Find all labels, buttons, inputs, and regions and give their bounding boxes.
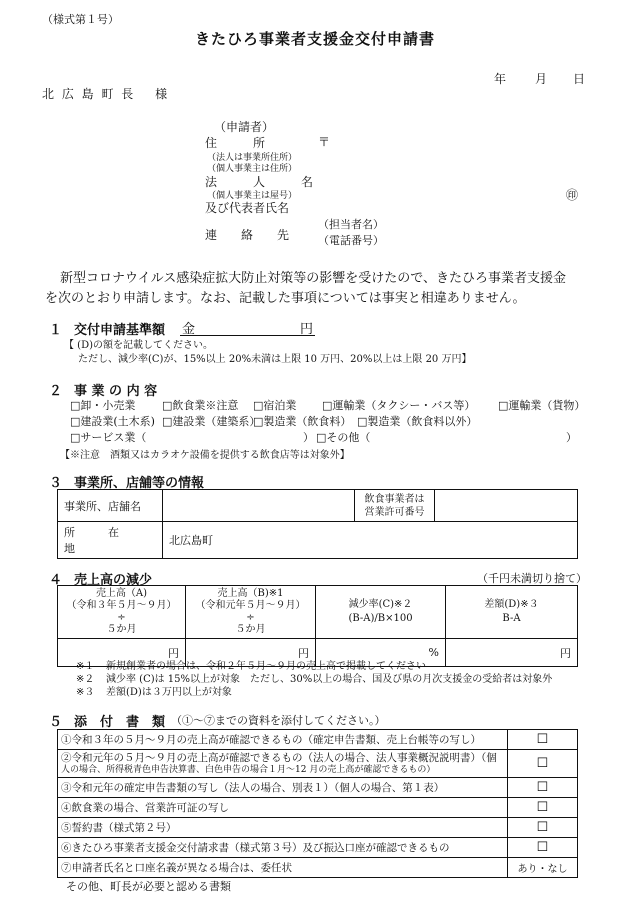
section5-number: ５: [49, 715, 63, 730]
intro-line-1: 新型コロナウイルス感染症拡大防止対策等の影響を受けたので、きたひろ事業者支援金: [60, 271, 566, 286]
business-option-service[interactable]: □サービス業（: [70, 431, 147, 444]
business-option-food[interactable]: □飲食業※注意: [162, 399, 239, 412]
section4-title: 売上高の減少: [74, 573, 153, 588]
attachment-check-4[interactable]: ☐: [508, 798, 578, 818]
business-option-transport-cargo[interactable]: □運輸業（貨物）: [498, 399, 586, 412]
sales-note-2-mark: ※２: [76, 674, 95, 685]
business-option-service-close: ）: [303, 431, 314, 444]
representative-label: 及び代表者氏名: [205, 201, 290, 215]
page-title: きたひろ事業者支援金交付申請書: [194, 30, 435, 48]
intro-line-2: を次のとおり申請します。なお、記載した事項については事実と相違ありません。: [45, 291, 526, 306]
sales-note-1-text: 新規創業者の場合は、令和２年５月～９月の売上高で掲載してください: [106, 661, 426, 672]
location-label: 所 在 地: [58, 522, 163, 559]
section5-title: 添 付 書 類: [74, 715, 166, 730]
section1-amount-field[interactable]: [180, 320, 315, 336]
attachment-item-2: ②令和元年の５月～９月の売上高が確認できるもの（法人の場合、法人事業概況説明書）（個 人の場合、所得税青色申告決算書、白色申告の場合１月～12 月の売上高が確認できるもの）: [58, 750, 508, 778]
attachment-item-7: ⑦申請者氏名と口座名義が異なる場合は、委任状: [58, 858, 508, 878]
section2-number: ２: [49, 384, 63, 399]
sales-decline-table: [57, 585, 578, 667]
attachment-check-1[interactable]: ☐: [508, 730, 578, 750]
sales-note-1-mark: ※１: [76, 661, 95, 672]
addressee: 北 広 島 町 長 様: [42, 87, 170, 101]
business-option-food-manufacturing[interactable]: □製造業（飲食料）: [253, 415, 352, 428]
attachment-check-2[interactable]: ☐: [508, 750, 578, 778]
section1-number: １: [49, 323, 63, 338]
sales-note-3-mark: ※３: [76, 687, 95, 698]
attachment-item-5: ⑤誓約書（様式第２号）: [58, 818, 508, 838]
form-number: （様式第１号）: [42, 13, 119, 26]
corp-name-note: （個人事業主は屋号）: [207, 191, 298, 201]
location-field[interactable]: 北広島町: [163, 522, 578, 559]
address-note-corp: （法人は事業所住所）: [207, 153, 298, 163]
permit-number-label: 飲食事業者は 営業許可番号: [355, 490, 435, 522]
business-option-other-manufacturing[interactable]: □製造業（飲食料以外）: [357, 415, 478, 428]
business-option-civil-construction[interactable]: □建設業(土木系): [70, 415, 155, 428]
decline-rate-header: 減少率(C)※２ (B-A)/B×100: [316, 586, 446, 639]
sales-note-2-text: 減少率 (C)は 15%以上が対象 ただし、30%以上の場合、国及び県の月次支援金の受給者は対象外: [106, 674, 553, 685]
section4-number: ４: [49, 573, 63, 588]
attachment-item-6: ⑥きたひろ事業者支援金交付請求書（様式第３号）及び振込口座が確認できるもの: [58, 838, 508, 858]
attachment-item-1: ①令和３年の５月～９月の売上高が確認できるもの（確定申告書類、売上台帳等の写し）: [58, 730, 508, 750]
business-option-other-close: ）: [566, 431, 577, 444]
attachment-item-3: ③令和元年の確定申告書類の写し（法人の場合、別表１）（個人の場合、第１表）: [58, 778, 508, 798]
store-name-label: 事業所、店舗名: [58, 490, 163, 522]
applicant-heading: （申請者）: [214, 120, 275, 134]
date-year-label: 年: [494, 72, 507, 86]
attachments-footer: その他、町長が必要と認める書類: [66, 880, 231, 893]
difference-header: 差額(D)※３ B-A: [446, 586, 578, 639]
sales-b-header: 売上高（B)※1 （令和元年５月～９月）÷ ５か月: [186, 586, 316, 639]
date-day-label: 日: [573, 72, 586, 86]
section1-title: 交付申請基準額: [74, 323, 166, 338]
attachment-presence-select[interactable]: あり・なし: [508, 858, 578, 878]
section5-subtitle: （①～⑦までの資料を添付してください。）: [171, 714, 386, 727]
address-label: 住 所: [205, 136, 266, 150]
sales-b-field[interactable]: 円: [186, 639, 316, 667]
corp-name-label: 法 人 名: [205, 175, 314, 189]
section3-number: ３: [49, 476, 63, 491]
decline-rate-field[interactable]: %: [316, 639, 446, 667]
contact-label: 連 絡 先: [205, 228, 290, 242]
section1-note-1: 【 (D)の額を記載してください。: [64, 340, 213, 351]
business-option-building-construction[interactable]: □建設業（建築系）: [162, 415, 261, 428]
contact-person-label: （担当者名）: [318, 218, 384, 231]
address-note-individual: （個人事業主は住所）: [207, 164, 298, 174]
section2-note: 【※注意 酒類又はカラオケ設備を提供する飲食店等は対象外】: [60, 450, 350, 461]
section2-title: 事 業 の 内 容: [74, 384, 158, 399]
business-option-other[interactable]: □その他（: [316, 431, 371, 444]
sales-a-header: 売上高（A) （令和３年５月～９月）÷ ５か月: [58, 586, 186, 639]
seal-mark: ㊞: [566, 188, 579, 202]
store-name-field[interactable]: [163, 490, 355, 522]
contact-phone-label: （電話番号）: [318, 234, 384, 247]
business-option-transport-passenger[interactable]: □運輸業（タクシー・バス等）: [322, 399, 476, 412]
business-option-retail[interactable]: □卸・小売業: [70, 399, 136, 412]
postal-mark[interactable]: 〒: [318, 135, 331, 149]
section1-note-2: ただし、減少率(C)が、15%以上 20%未満は上限 10 万円、20%以上は上限 20 万円】: [78, 354, 472, 365]
business-option-lodging[interactable]: □宿泊業: [253, 399, 297, 412]
store-info-table: [57, 489, 578, 559]
sales-note-3-text: 差額(D)は３万円以上が対象: [106, 687, 232, 698]
section1-amount-prefix: 金: [182, 322, 196, 337]
attachments-table: [57, 729, 578, 878]
attachment-check-5[interactable]: ☐: [508, 818, 578, 838]
attachment-check-3[interactable]: ☐: [508, 778, 578, 798]
attachment-item-4: ④飲食業の場合、営業許可証の写し: [58, 798, 508, 818]
section3-title: 事業所、店舗等の情報: [74, 476, 205, 491]
section1-amount-unit: 円: [300, 322, 314, 337]
difference-field[interactable]: 円: [446, 639, 578, 667]
rounding-note: （千円未満切り捨て）: [477, 572, 587, 585]
attachment-check-6[interactable]: ☐: [508, 838, 578, 858]
sales-a-field[interactable]: 円: [58, 639, 186, 667]
permit-number-field[interactable]: [435, 490, 578, 522]
date-month-label: 月: [535, 72, 548, 86]
